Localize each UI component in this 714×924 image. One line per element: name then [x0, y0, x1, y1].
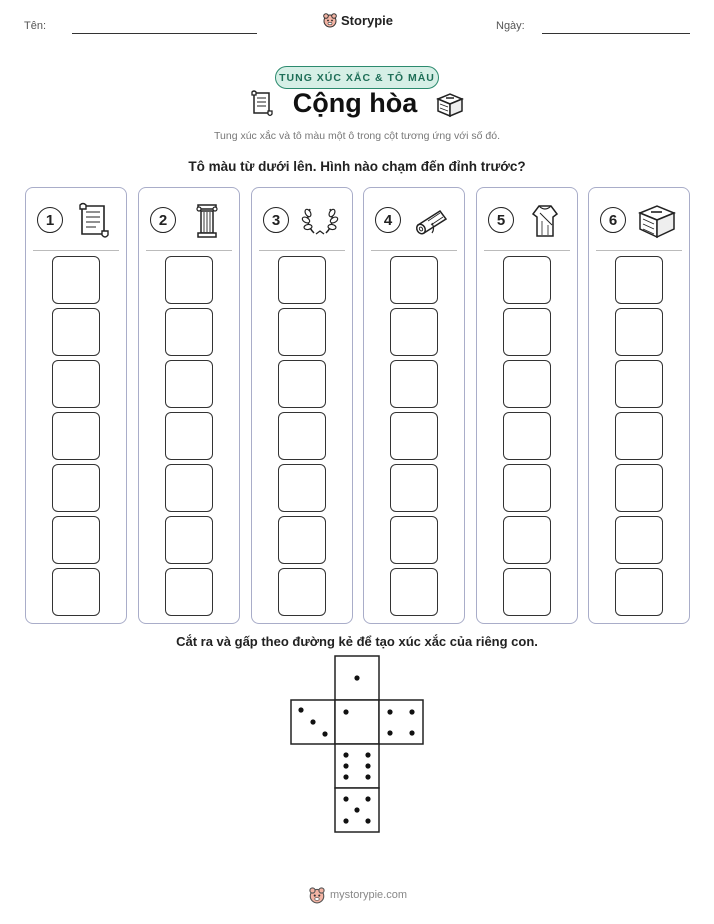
- color-box[interactable]: [52, 308, 100, 356]
- column-number: 4: [375, 207, 401, 233]
- color-box[interactable]: [615, 568, 663, 616]
- column-header: [252, 200, 352, 240]
- color-box[interactable]: [390, 464, 438, 512]
- title-row: [0, 88, 714, 119]
- column-divider: [371, 250, 457, 251]
- column-header: [364, 200, 464, 240]
- column-number: 3: [263, 207, 289, 233]
- color-box[interactable]: [278, 412, 326, 460]
- instruction: Tô màu từ dưới lên. Hình nào chạm đến đỉnh trước?: [188, 159, 526, 174]
- color-box[interactable]: [165, 360, 213, 408]
- toga-icon: [525, 201, 565, 241]
- column-icon: [187, 201, 227, 241]
- name-line[interactable]: [72, 33, 257, 34]
- color-box[interactable]: [615, 516, 663, 564]
- subtitle: Tung xúc xắc và tô màu một ô trong cột tương ứng với số đó.: [214, 130, 500, 142]
- column-number: 5: [488, 207, 514, 233]
- color-box[interactable]: [503, 308, 551, 356]
- color-box[interactable]: [165, 308, 213, 356]
- color-box[interactable]: [165, 412, 213, 460]
- color-box[interactable]: [165, 568, 213, 616]
- scroll-icon: [249, 89, 275, 119]
- ballot-box-icon: [435, 89, 465, 119]
- color-box[interactable]: [615, 360, 663, 408]
- name-label: Tên:: [24, 20, 47, 32]
- color-box[interactable]: [278, 464, 326, 512]
- laurel-wreath-icon: [300, 201, 340, 241]
- color-box[interactable]: [390, 308, 438, 356]
- color-box[interactable]: [503, 568, 551, 616]
- color-box[interactable]: [503, 256, 551, 304]
- color-box[interactable]: [390, 360, 438, 408]
- date-line[interactable]: [542, 33, 690, 34]
- dice-column-3: [251, 187, 353, 624]
- dice-column-2: [138, 187, 240, 624]
- color-box[interactable]: [278, 516, 326, 564]
- color-box[interactable]: [615, 256, 663, 304]
- column-header: [589, 200, 689, 240]
- ballot-box-icon: [637, 201, 677, 241]
- column-header: [477, 200, 577, 240]
- footer: [308, 886, 407, 904]
- dice-face-5: [335, 788, 379, 832]
- color-box[interactable]: [52, 568, 100, 616]
- color-box[interactable]: [278, 308, 326, 356]
- rolled-document-icon: [412, 201, 452, 241]
- dice-face-1: [335, 656, 379, 700]
- storypie-mascot-icon: [322, 12, 338, 28]
- color-box[interactable]: [52, 412, 100, 460]
- column-divider: [484, 250, 570, 251]
- scroll-icon: [74, 201, 114, 241]
- column-divider: [33, 250, 119, 251]
- dice-column-6: [588, 187, 690, 624]
- dice-column-4: [363, 187, 465, 624]
- cut-instruction: Cắt ra và gấp theo đường kẻ để tạo xúc xắc của riêng con.: [176, 634, 538, 649]
- activity-badge: TUNG XÚC XẮC & TÔ MÀU: [275, 66, 439, 89]
- footer-url[interactable]: mystorypie.com: [330, 889, 408, 901]
- color-box[interactable]: [390, 568, 438, 616]
- color-box[interactable]: [52, 256, 100, 304]
- color-box[interactable]: [278, 360, 326, 408]
- color-box[interactable]: [52, 464, 100, 512]
- color-box[interactable]: [615, 464, 663, 512]
- date-label: Ngày:: [496, 20, 525, 32]
- dice-column-5: [476, 187, 578, 624]
- color-box[interactable]: [52, 360, 100, 408]
- color-box[interactable]: [615, 308, 663, 356]
- page-title: Cộng hòa: [292, 88, 418, 118]
- column-number: 6: [600, 207, 626, 233]
- color-box[interactable]: [278, 256, 326, 304]
- brand-logo: [322, 12, 393, 28]
- dice-face-3: [291, 700, 335, 744]
- color-box[interactable]: [165, 256, 213, 304]
- color-box[interactable]: [165, 464, 213, 512]
- column-number: 1: [37, 207, 63, 233]
- dice-face-6: [335, 744, 379, 788]
- color-box[interactable]: [278, 568, 326, 616]
- color-box[interactable]: [503, 360, 551, 408]
- column-number: 2: [150, 207, 176, 233]
- color-box[interactable]: [165, 516, 213, 564]
- column-header: [139, 200, 239, 240]
- color-box[interactable]: [390, 412, 438, 460]
- color-box[interactable]: [390, 256, 438, 304]
- color-box[interactable]: [615, 412, 663, 460]
- column-header: [26, 200, 126, 240]
- color-box[interactable]: [52, 516, 100, 564]
- brand-name: Storypie: [341, 12, 394, 28]
- storypie-mascot-icon: [308, 886, 326, 904]
- column-divider: [259, 250, 345, 251]
- column-divider: [146, 250, 232, 251]
- color-box[interactable]: [390, 516, 438, 564]
- dice-face-1-center: [335, 700, 379, 744]
- color-box[interactable]: [503, 412, 551, 460]
- color-box[interactable]: [503, 464, 551, 512]
- dice-face-4: [379, 700, 423, 744]
- column-divider: [596, 250, 682, 251]
- color-box[interactable]: [503, 516, 551, 564]
- dice-column-1: [25, 187, 127, 624]
